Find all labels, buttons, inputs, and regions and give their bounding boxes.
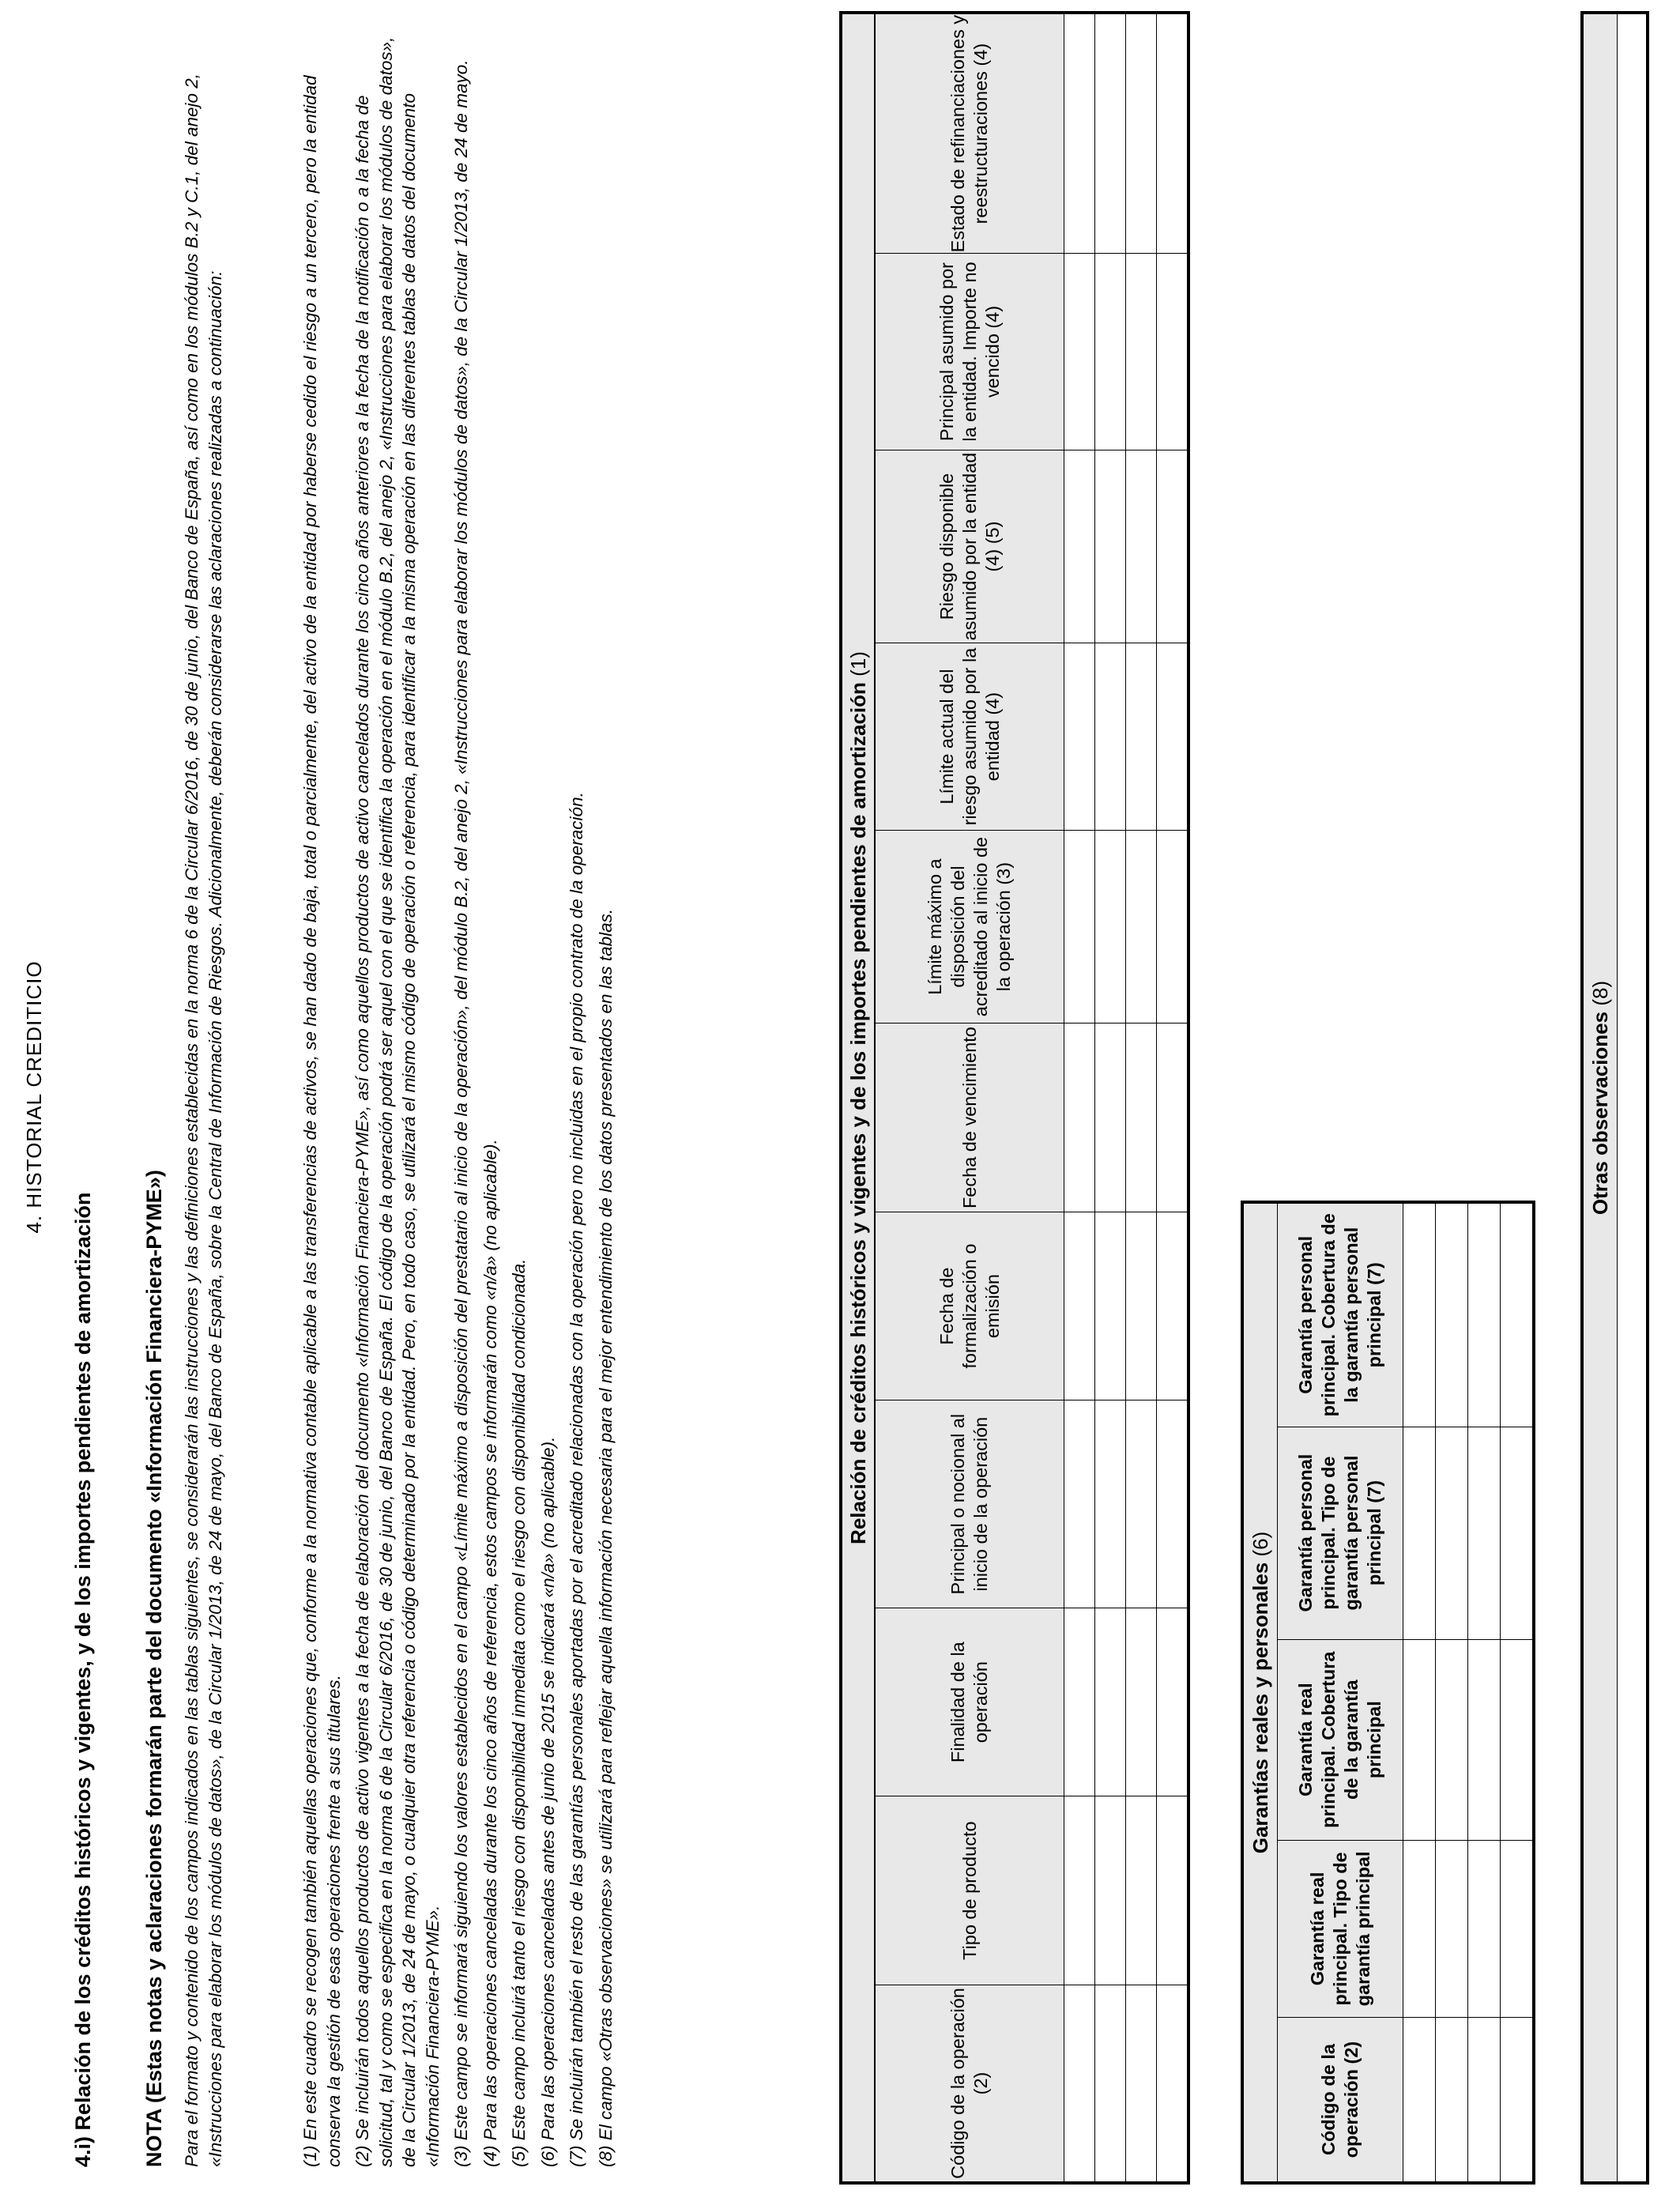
table-cell[interactable] [1403,2018,1436,2183]
nota-intro: Para el formato y contenido de los campos indicados en las tablas siguientes, se considerarán las instrucciones y las definiciones establecidas en la norma 6 de la Circular 6/2016, de 30 de junio, del Banco de España, así como en los módulos B.2 y C.1, del anejo 2, «Instrucciones para elaborar los módulos de datos», de la Circular 1/2013, de 24 de mayo, del Banco de España, sobre la Central de Información de Riesgos. Adicionalmente, deberán considerarse las aclaraciones realizadas a continuación: [182,73,225,2167]
col-fecha-formalizacion: Fecha de formalización o emisión [875,1212,1064,1400]
col-finalidad: Finalidad de la operación [875,1608,1064,1796]
table-cell[interactable] [1436,1639,1468,1840]
col-limite-actual: Límite actual del riesgo asumido por la entidad (4) [875,643,1064,831]
table-cell[interactable] [1095,13,1126,254]
note-2: (2) Se incluirán todos aquellos productos de activo vigentes a la fecha de elaboración del documento «Información Financiera-PYME», así como aquellos productos de activo cancelados durante los cinco años anteriores a la fecha de la notificación o a la fecha de solicitud, tal y como se especifica en la norma 6 de la Circular 6/2016, de 30 de junio, del Banco de España. El código de la operación podrá ser aquel con el que se identifica la operación en el módulo B.2, del anejo 2, «Instrucciones para elaborar los módulos de datos», de la Circular 1/2013, de 24 de mayo, o cualquier otra referencia o código determinado por la entidad. Pero, en todo caso, se utilizará el mismo código de operación o referencia, para identificar a la misma operación en las diferentes tablas de datos del documento «Información Financiera-PYME». [352,36,443,2167]
table-cell[interactable] [1095,830,1126,1023]
table-cell[interactable] [1064,643,1095,831]
table-cell[interactable] [1095,254,1126,450]
table-cell[interactable] [1126,450,1157,643]
table-cell[interactable] [1064,13,1095,254]
table-cell[interactable] [1095,1608,1126,1796]
note-5: (5) Este campo incluirá tanto el riesgo con disponibilidad inmediata como el riesgo con disponibilidad condicionada. [509,1258,529,2167]
notes-list [299,33,623,2167]
note-7: (7) Se incluirán también el resto de las garantías personales aportadas por el acreditado relacionadas con la operación pero no incluidas en el propio contrato de la operación. [567,792,586,2167]
table-cell[interactable] [1157,1212,1189,1400]
col-fecha-vencimiento: Fecha de vencimiento [875,1023,1064,1212]
col-codigo-operacion: Código de la operación (2) [875,1985,1064,2183]
note-4: (4) Para las operaciones canceladas durante los cinco años de referencia, estos campos se informarán como «n/a» (no aplicable). [480,1139,500,2167]
creditos-table-title [841,13,875,2183]
col-principal-nocional: Principal o nocional al inicio de la operación [875,1400,1064,1608]
garantias-table-title-text: Garantías reales y personales [1248,1562,1272,1854]
table-cell[interactable] [1095,450,1126,643]
table-row [1436,1202,1468,2183]
table-cell[interactable] [1436,1202,1468,1427]
table-cell[interactable] [1126,1023,1157,1212]
table-cell[interactable] [1126,254,1157,450]
table-row [1501,1202,1535,2183]
table-cell[interactable] [1501,2018,1535,2183]
section-title: 4. HISTORIAL CREDITICIO [22,960,46,1234]
table-cell[interactable] [1064,1212,1095,1400]
observaciones-table-title-note: (8) [1588,980,1612,1006]
table-cell[interactable] [1095,1212,1126,1400]
table-cell[interactable] [1126,1985,1157,2183]
table-cell[interactable] [1126,643,1157,831]
table-row [1403,1202,1436,2183]
table-cell[interactable] [1403,1840,1436,2017]
observaciones-table-title [1582,13,1618,2183]
table-cell[interactable] [1064,830,1095,1023]
table-cell[interactable] [1468,1202,1501,1427]
table-cell[interactable] [1126,1608,1157,1796]
table-cell[interactable] [1126,1400,1157,1608]
table-cell[interactable] [1064,1608,1095,1796]
table-cell[interactable] [1501,1639,1535,1840]
table-cell[interactable] [1403,1427,1436,1639]
table-cell[interactable] [1064,1985,1095,2183]
creditos-table-title-text: Relación de créditos históricos y vigentes y de los importes pendientes de amortización [846,682,870,1544]
table-cell[interactable] [1064,1400,1095,1608]
table-row [1618,13,1648,2183]
table-cell[interactable] [1157,254,1189,450]
creditos-table [839,11,1190,2185]
col-gar-codigo-operacion: Código de la operación (2) [1278,2018,1403,2183]
observaciones-table-title-text: Otras observaciones [1588,1011,1612,1216]
table-row [1095,13,1126,2183]
table-cell[interactable] [1095,1400,1126,1608]
table-cell[interactable] [1064,254,1095,450]
nota-title: NOTA (Estas notas y aclaraciones formarán parte del documento «Información Financiera-PYME») [142,1170,166,2167]
table-cell[interactable] [1064,1023,1095,1212]
table-cell[interactable] [1468,1840,1501,2017]
table-cell[interactable] [1095,1023,1126,1212]
col-limite-maximo: Límite máximo a disposición del acreditado al inicio de la operación (3) [875,830,1064,1023]
table-cell[interactable] [1157,1400,1189,1608]
col-gar-real-cobertura: Garantía real principal. Cobertura de la garantía principal [1278,1639,1403,1840]
table-cell[interactable] [1501,1427,1535,1639]
table-row [1468,1202,1501,2183]
table-cell[interactable] [1157,830,1189,1023]
table-cell[interactable] [1436,1840,1468,2017]
table-cell[interactable] [1126,1796,1157,1985]
table-cell[interactable] [1157,13,1189,254]
col-riesgo-disponible: Riesgo disponible asumido por la entidad (4) (5) [875,450,1064,643]
col-estado-refinanciaciones: Estado de refinanciaciones y reestructuraciones (4) [875,13,1064,254]
garantias-table-title-note: (6) [1248,1531,1272,1557]
table-cell[interactable] [1403,1202,1436,1427]
note-6: (6) Para las operaciones canceladas antes de junio de 2015 se indicará «n/a» (no aplicable). [537,1436,558,2167]
table-cell[interactable] [1126,1212,1157,1400]
observaciones-field[interactable] [1618,13,1648,2183]
table-cell[interactable] [1095,1796,1126,1985]
table-cell[interactable] [1468,1427,1501,1639]
table-cell[interactable] [1157,643,1189,831]
table-cell[interactable] [1126,830,1157,1023]
observaciones-table [1580,11,1649,2185]
table-cell[interactable] [1501,1840,1535,2017]
table-cell[interactable] [1064,450,1095,643]
table-cell[interactable] [1064,1796,1095,1985]
table-row [1126,13,1157,2183]
table-cell[interactable] [1157,450,1189,643]
table-cell[interactable] [1126,13,1157,254]
creditos-table-title-note: (1) [846,651,870,677]
col-gar-personal-tipo: Garantía personal principal. Tipo de garantía personal principal (7) [1278,1427,1403,1639]
table-cell[interactable] [1095,1985,1126,2183]
col-principal-asumido: Principal asumido por la entidad. Importe no vencido (4) [875,254,1064,450]
col-gar-real-tipo: Garantía real principal. Tipo de garantía principal [1278,1840,1403,2017]
table-cell[interactable] [1436,1427,1468,1639]
table-row [1064,13,1095,2183]
garantias-table [1241,1201,1535,2185]
section-heading: 4.i) Relación de los créditos históricos y vigentes, y de los importes pendientes de amortización [71,1192,95,2167]
table-cell[interactable] [1468,1639,1501,1840]
garantias-table-title [1242,1202,1278,2183]
table-cell[interactable] [1436,2018,1468,2183]
table-cell[interactable] [1157,1796,1189,1985]
col-gar-personal-cobertura: Garantía personal principal. Cobertura de la garantía personal principal (7) [1278,1202,1403,1427]
table-cell[interactable] [1157,1023,1189,1212]
note-1: (1) En este cuadro se recogen también aquellas operaciones que, conforme a la normativa contable aplicable a las transferencias de activos, se han dado de baja, total o parcialmente, del activo de la entidad por haberse cedido el riesgo a un tercero, pero la entidad conserva la gestión de esas operaciones frente a sus titulares. [300,75,344,2167]
table-cell[interactable] [1403,1639,1436,1840]
note-3: (3) Este campo se informará siguiendo los valores establecidos en el campo «Límite máximo a disposición del prestatario al inicio de la operación», del módulo B.2, del anejo 2, «Instrucciones para elaborar los módulos de datos», de la Circular 1/2013, de 24 de mayo. [451,59,471,2167]
table-cell[interactable] [1157,1608,1189,1796]
table-cell[interactable] [1468,2018,1501,2183]
table-cell[interactable] [1157,1985,1189,2183]
table-cell[interactable] [1501,1202,1535,1427]
table-cell[interactable] [1095,643,1126,831]
note-8: (8) El campo «Otras observaciones» se utilizará para reflejar aquella información necesaria para el mejor entendimiento de los datos presentados en las tablas. [595,908,616,2167]
col-tipo-producto: Tipo de producto [875,1796,1064,1985]
table-row [1157,13,1189,2183]
